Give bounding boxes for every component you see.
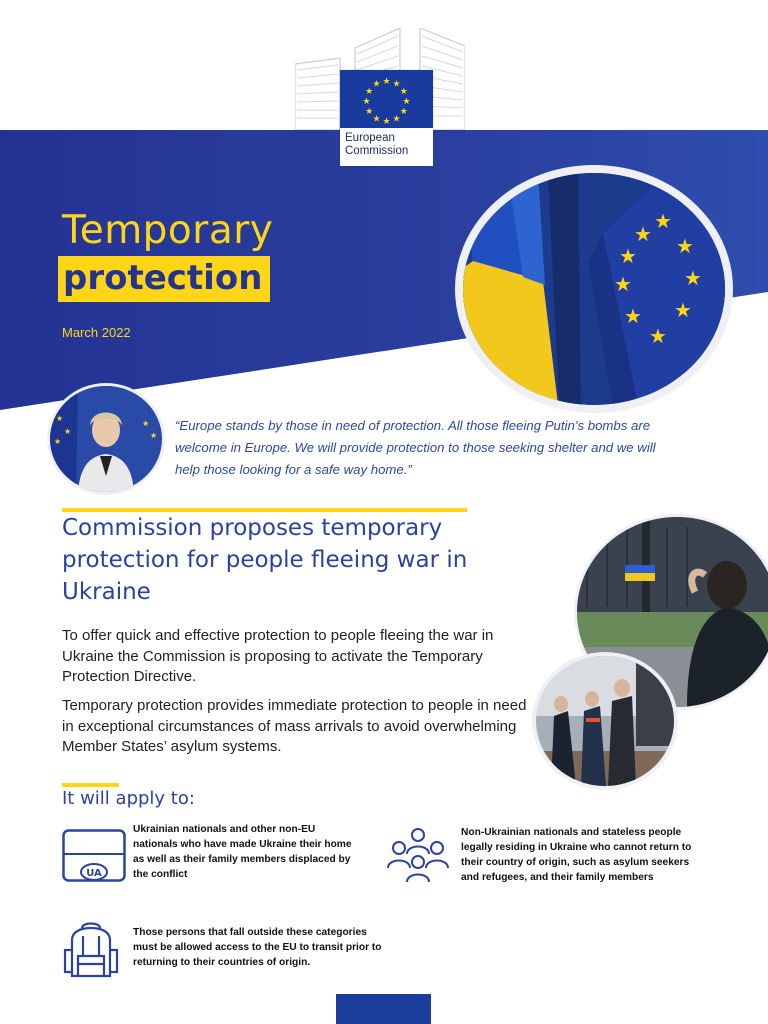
svg-text:★: ★	[399, 87, 408, 97]
svg-text:★: ★	[56, 414, 64, 423]
svg-text:★: ★	[392, 79, 401, 90]
svg-text:★: ★	[614, 272, 632, 296]
family-group-icon	[385, 826, 451, 886]
eu-flag-icon	[340, 70, 433, 128]
svg-text:★: ★	[399, 107, 408, 117]
svg-text:★: ★	[382, 117, 391, 127]
passport-icon	[62, 829, 126, 885]
svg-text:★: ★	[674, 298, 692, 322]
passport-badge-text: UA	[86, 868, 102, 879]
svg-text:★: ★	[402, 97, 411, 107]
svg-text:★: ★	[684, 266, 702, 290]
page-title-line2: protection	[58, 256, 270, 302]
body-paragraph-2: Temporary protection provides immediate protection to people in need in exceptional circumstances of mass arrivals to avoid overwhelming Member States’ asylum systems.	[62, 697, 527, 755]
border-officials-photo	[532, 652, 678, 790]
body-paragraph-1: To offer quick and effective protection to people fleeing the war in Ukraine the Commission is proposing to activate the Temporary Protection Directive.	[62, 627, 494, 685]
svg-text:★: ★	[676, 234, 694, 258]
backpack-icon	[62, 920, 120, 978]
logo-wordmark	[345, 132, 408, 158]
president-quote: “Europe stands by those in need of protection. All those fleeing Putin’s bombs are welcome in Europe. We will provide protection to those seeking shelter and we will help those looking for a safe way home.”	[175, 418, 656, 477]
svg-text:★: ★	[142, 419, 150, 428]
apply-item-1: Ukrainian nationals and other non-EU nationals who have made Ukraine their home as well as their family members displaced by the conflict	[133, 824, 352, 880]
svg-text:★: ★	[619, 244, 637, 268]
svg-text:★: ★	[392, 114, 401, 125]
logo-text-line2: Commission	[345, 145, 409, 157]
section-heading: Commission proposes temporary protection for people fleeing war in Ukraine	[62, 515, 468, 605]
apply-divider	[62, 783, 119, 787]
apply-heading: It will apply to:	[62, 788, 195, 809]
flags-photo	[455, 165, 733, 413]
apply-item-3: Those persons that fall outside these categories must be allowed access to the EU to transit prior to returning to their countries of origin.	[133, 927, 382, 968]
apply-item-2: Non-Ukrainian nationals and stateless people legally residing in Ukraine who cannot return to their country of origin, such as asylum seekers and refugees, and their family members	[461, 827, 692, 883]
svg-text:★: ★	[382, 77, 391, 87]
svg-text:★: ★	[372, 79, 381, 90]
european-commission-logo	[340, 70, 433, 166]
svg-text:★: ★	[634, 222, 652, 246]
svg-text:★: ★	[365, 87, 374, 97]
publication-date: March 2022	[62, 325, 131, 340]
svg-text:★: ★	[372, 114, 381, 125]
footer-accent-bar	[336, 994, 431, 1024]
svg-text:★: ★	[64, 427, 72, 436]
president-portrait-photo	[47, 383, 165, 495]
svg-text:★: ★	[54, 437, 62, 446]
svg-text:★: ★	[150, 431, 158, 440]
svg-text:★: ★	[365, 107, 374, 117]
svg-text:★: ★	[649, 324, 667, 348]
page-title-line1: Temporary	[62, 208, 274, 253]
svg-text:★: ★	[624, 304, 642, 328]
svg-text:★: ★	[362, 97, 371, 107]
svg-text:★: ★	[654, 209, 672, 233]
logo-text-line1: European	[345, 132, 395, 144]
